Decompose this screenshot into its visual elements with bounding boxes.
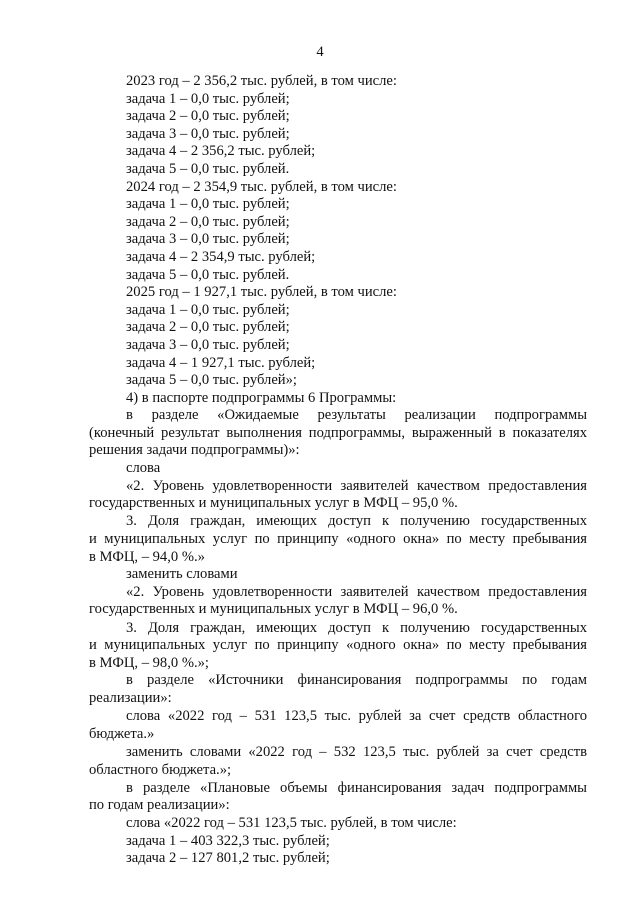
text-line: в разделе «Источники финансирования подпрограммы по годам — [126, 672, 587, 689]
text-line: задача 1 – 403 322,3 тыс. рублей; — [126, 832, 330, 849]
text-line: бюджета.» — [89, 725, 155, 742]
text-line: и муниципальных услуг по принципу «одного окна» по месту пребывания — [89, 637, 587, 654]
text-line: в разделе «Плановые объемы финансирования задач подпрограммы — [126, 779, 587, 796]
text-line: решения задачи подпрограммы)»: — [89, 442, 300, 459]
text-line: реализации»: — [89, 689, 172, 706]
document-body — [89, 73, 587, 868]
text-line: 2023 год – 2 356,2 тыс. рублей, в том числе: — [126, 73, 397, 89]
text-line: задача 1 – 0,0 тыс. рублей; — [126, 196, 290, 213]
page-number: 4 — [316, 44, 324, 60]
text-line: государственных и муниципальных услуг в МФЦ – 96,0 %. — [89, 601, 458, 618]
text-line: 2024 год – 2 354,9 тыс. рублей, в том числе: — [126, 178, 397, 195]
text-line: задача 1 – 0,0 тыс. рублей; — [126, 301, 290, 318]
text-line: «2. Уровень удовлетворенности заявителей качеством предоставления — [126, 477, 587, 494]
text-line: задача 5 – 0,0 тыс. рублей»; — [126, 372, 297, 389]
text-line: заменить словами «2022 год – 532 123,5 тыс. рублей за счет средств — [126, 743, 587, 760]
text-line: задача 5 – 0,0 тыс. рублей. — [126, 266, 290, 283]
text-line: задача 3 – 0,0 тыс. рублей; — [126, 336, 290, 353]
text-line: задача 3 – 0,0 тыс. рублей; — [126, 125, 290, 142]
text-line: 3. Доля граждан, имеющих доступ к получению государственных — [126, 619, 587, 636]
text-line: задача 2 – 0,0 тыс. рублей; — [126, 213, 290, 230]
text-line: задача 4 – 2 354,9 тыс. рублей; — [126, 248, 316, 265]
text-line: задача 1 – 0,0 тыс. рублей; — [126, 90, 290, 107]
text-line: 2025 год – 1 927,1 тыс. рублей, в том числе: — [126, 284, 397, 301]
text-line: слова — [126, 460, 161, 477]
text-line: «2. Уровень удовлетворенности заявителей качеством предоставления — [126, 583, 587, 600]
text-line: задача 2 – 0,0 тыс. рублей; — [126, 319, 290, 336]
text-line: в МФЦ, – 98,0 %.»; — [89, 654, 209, 671]
text-line: 4) в паспорте подпрограммы 6 Программы: — [126, 389, 397, 406]
text-line: задача 4 – 1 927,1 тыс. рублей; — [126, 354, 316, 371]
text-line: задача 4 – 2 356,2 тыс. рублей; — [126, 143, 316, 160]
text-line: 3. Доля граждан, имеющих доступ к получению государственных — [126, 513, 587, 530]
text-line: в МФЦ, – 94,0 %.» — [89, 548, 205, 565]
text-line: слова «2022 год – 531 123,5 тыс. рублей, в том числе: — [126, 814, 457, 831]
text-line: областного бюджета.»; — [89, 761, 232, 778]
text-line: (конечный результат выполнения подпрограммы, выраженный в показателях — [89, 424, 587, 441]
text-line: по годам реализации»: — [89, 797, 230, 814]
text-line: задача 3 – 0,0 тыс. рублей; — [126, 231, 290, 248]
text-line: государственных и муниципальных услуг в МФЦ – 95,0 %. — [89, 495, 458, 512]
text-line: задача 2 – 0,0 тыс. рублей; — [126, 108, 290, 125]
text-line: задача 2 – 127 801,2 тыс. рублей; — [126, 850, 330, 867]
text-line: заменить словами — [126, 566, 238, 583]
text-line: и муниципальных услуг по принципу «одного окна» по месту пребывания — [89, 531, 587, 548]
text-line: задача 5 – 0,0 тыс. рублей. — [126, 160, 290, 177]
text-line: слова «2022 год – 531 123,5 тыс. рублей за счет средств областного — [126, 708, 587, 725]
text-line: в разделе «Ожидаемые результаты реализации подпрограммы — [126, 407, 587, 424]
